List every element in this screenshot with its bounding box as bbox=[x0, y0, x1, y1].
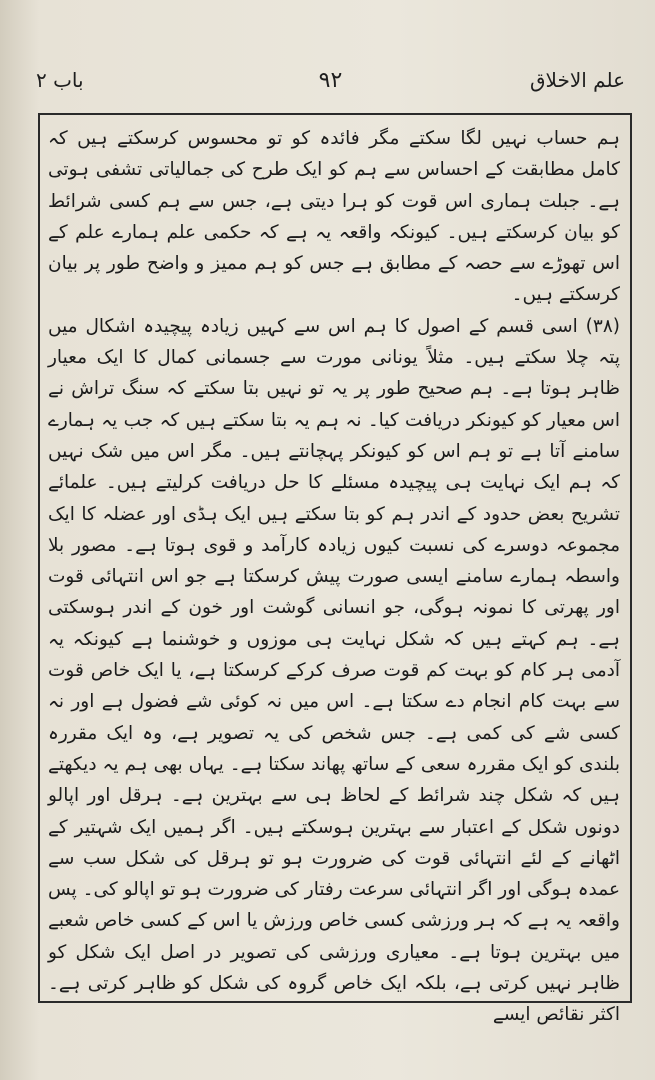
chapter-label: باب ۲ bbox=[36, 68, 84, 92]
book-title: علم الاخلاق bbox=[530, 68, 625, 92]
body-text bbox=[48, 123, 620, 1031]
text-frame bbox=[38, 113, 632, 1026]
paragraph: ہم حساب نہیں لگا سکتے مگر فائدہ کو تو محسوس کرسکتے ہیں کہ کامل مطابقت کے احساس سے ہم کو ایک طرح کی جمالیاتی تشفی ہوتی ہے۔ جبلت ہماری اس قوت کو ہرا دیتی ہے، جس سے ہم کسی شرائط کو بیان کرسکتے ہیں۔ کیونکہ واقعہ یہ ہے کہ حکمی علم ہمارے علم کے اس تھوڑے سے حصہ کے مطابق ہے جس کو ہم ممیز و واضح طور پر بیان کرسکتے ہیں۔ bbox=[48, 128, 620, 306]
page-header bbox=[36, 62, 625, 106]
page-number: ۹۲ bbox=[318, 68, 343, 93]
paragraph: (۳۸) اسی قسم کے اصول کا ہم اس سے کہیں زیادہ پیچیدہ اشکال میں پتہ چلا سکتے ہیں۔ مثلاً یونانی مورت سے جسمانی کمال کا ایک معیار ظاہر ہوتا ہے۔ ہم صحیح طور پر یہ تو نہیں بتا سکتے کہ سنگ تراش نے اس معیار کو کیونکر دریافت کیا۔ نہ ہم یہ بتا سکتے ہیں کہ جب یہ ہمارے سامنے آتا ہے تو ہم اس کو کیونکر پہچانتے ہیں۔ مگر اس میں شک نہیں کہ ہم ایک نہایت ہی پیچیدہ مسئلے کا حل دریافت کرلیتے ہیں۔ علمائے تشریح بعض حدود کے اندر ہم کو بتا سکتے ہیں ایک ہڈی اور عضلہ کا ایک مجموعہ دوسرے کی نسبت کیوں زیادہ کارآمد و قوی ہوتا ہے۔ مصور بلا واسطہ ہمارے سامنے ایسی صورت پیش کرسکتا ہے جو اس انتہائی قوت اور پھرتی کا نمونہ ہوگی، جو انسانی گوشت اور خون کے اندر ہوسکتی ہے۔ ہم کہتے ہیں کہ شکل نہایت ہی موزوں و خوشنما ہے کیونکہ یہ آدمی ہر کام کو بہت کم قوت صرف کرکے کرسکتا ہے، یا ایک خاص قوت سے بہت کام انجام دے سکتا ہے۔ اس میں نہ کوئی شے فضول ہے اور نہ کسی شے کی کمی ہے۔ جس شخص کی یہ تصویر ہے، وہ ایک مقررہ بلندی کو ایک مقررہ سعی کے ساتھ پھاند سکتا ہے۔ یہاں بھی ہم یہ دیکھتے ہیں کہ شکل چند شرائط کے لحاظ ہی سے بہترین ہے۔ ہرقل اور اپالو دونوں شکل کے اعتبار سے بہترین ہوسکتے ہیں۔ اگر ہمیں ایک شہتیر کے اٹھانے کے لئے انتہائی قوت کی ضرورت ہو تو ہرقل کی شکل سب سے عمدہ ہوگی اور اگر انتہائی سرعت رفتار کی ضرورت ہو تو اپالو کی۔ پس واقعہ یہ ہے کہ ہر ورزشی کسی خاص ورزش یا اس کے کسی خاص شعبے میں بہترین ہوتا ہے۔ معیاری ورزشی کی تصویر در اصل ایک شکل کو ظاہر نہیں کرتی ہے، بلکہ ایک خاص گروہ کی شکل کو ظاہر کرتی ہے۔ اکثر نقائص ایسے bbox=[48, 315, 620, 1026]
